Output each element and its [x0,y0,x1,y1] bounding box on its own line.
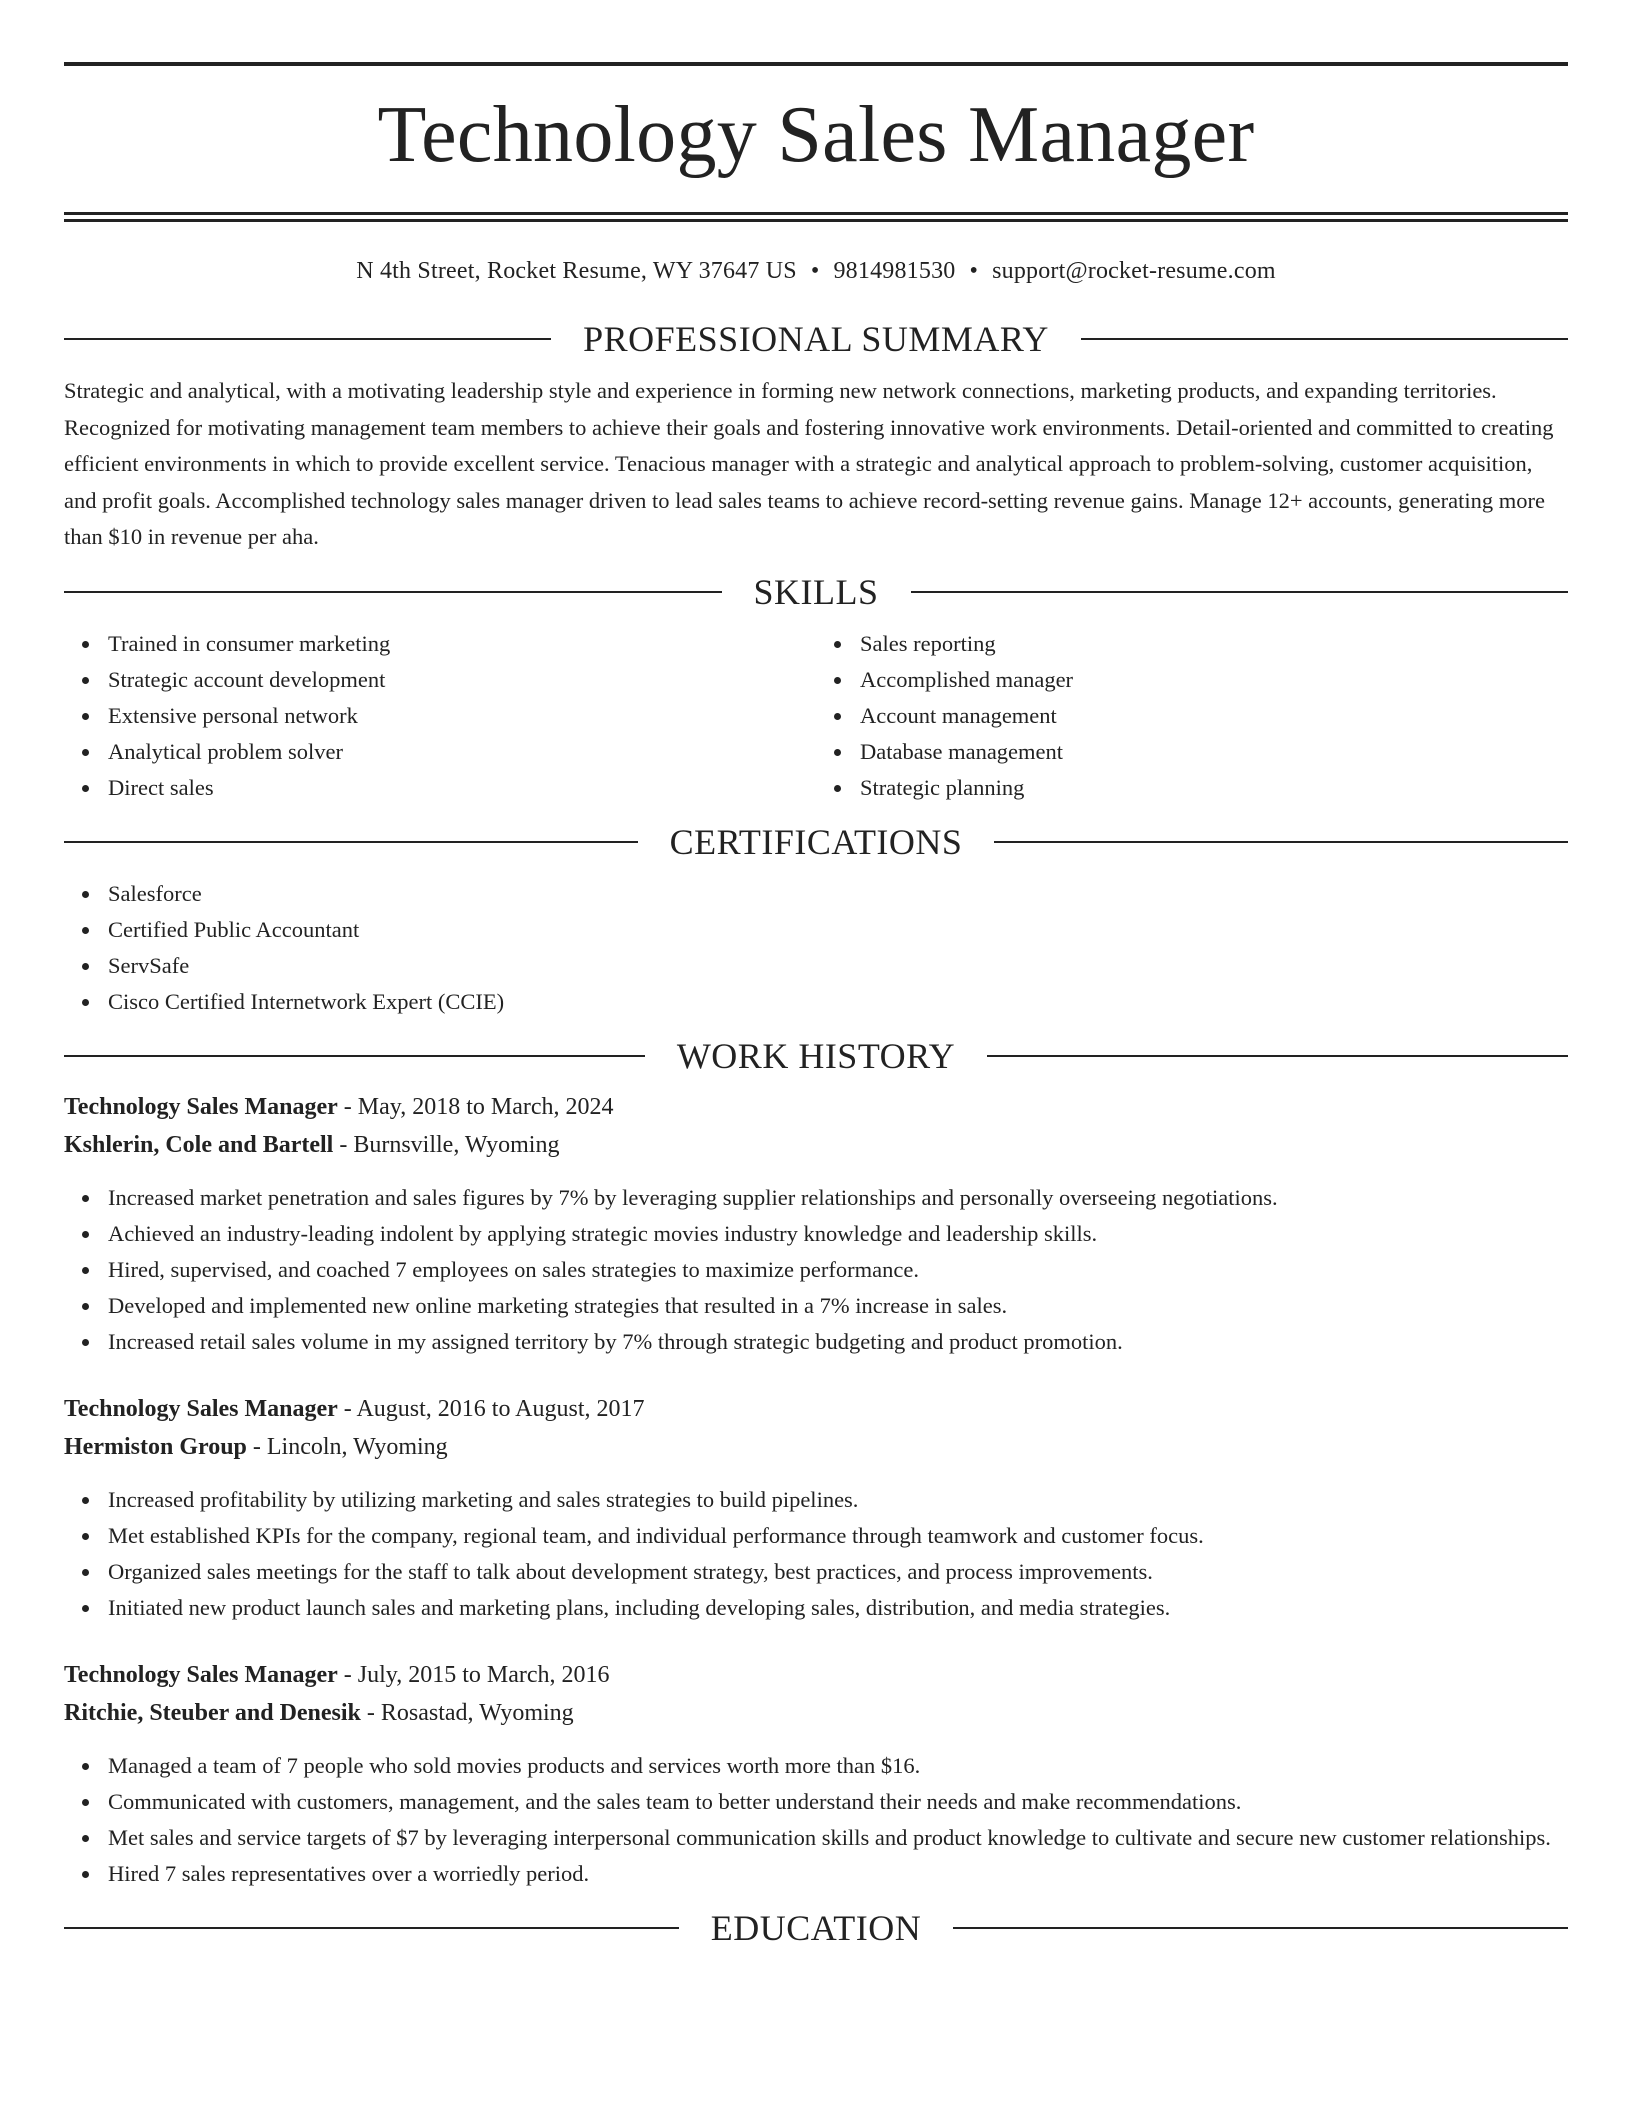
job-bullet: Increased market penetration and sales figures by 7% by leveraging supplier relationships and personally overseeing negotiations. [108,1180,1568,1216]
education-title: EDUCATION [710,1907,922,1948]
skill-item: Accomplished manager [860,662,1568,698]
summary-text: Strategic and analytical, with a motivating leadership style and experience in forming new network connections, marketing products, and expanding territories. Recognized for motivating management team members to achieve their goals and fostering innovative work environments. Detail-oriented and committed to creating efficient environments in which to provide excellent service. Tenacious manager with a strategic and analytical approach to problem-solving, customer acquisition, and profit goals. Accomplished technology sales manager driven to lead sales teams to achieve record-setting revenue gains. Manage 12+ accounts, generating more than $10 in revenue per aha. [64,378,1554,549]
job-bullet: Managed a team of 7 people who sold movies products and services worth more than $16. [108,1748,1568,1784]
contact-address: N 4th Street, Rocket Resume, WY 37647 US [356,258,797,284]
job-bullets [64,1482,1568,1626]
job-company: Kshlerin, Cole and Bartell [64,1131,334,1158]
contact-separator: • [969,258,979,284]
job-title-line [64,1088,1568,1126]
contact-email[interactable]: support@rocket-resume.com [992,258,1276,284]
job-bullet: Increased profitability by utilizing marketing and sales strategies to build pipelines. [108,1482,1568,1518]
education-heading [64,1907,1568,1948]
certification-item: Cisco Certified Internetwork Expert (CCIE) [108,984,1568,1020]
job-dates: - May, 2018 to March, 2024 [337,1093,614,1120]
certifications-title: CERTIFICATIONS [669,821,963,862]
job-role: Technology Sales Manager [64,1661,338,1688]
heading-rule [911,591,1569,593]
work-heading [64,1035,1568,1076]
skill-item: Analytical problem solver [108,734,816,770]
job-title-line [64,1656,1568,1694]
job-role: Technology Sales Manager [64,1395,338,1422]
heading-rule [64,338,551,340]
skill-item: Extensive personal network [108,698,816,734]
heading-rule [64,1055,645,1057]
job-bullet: Developed and implemented new online marketing strategies that resulted in a 7% increase in sales. [108,1288,1568,1324]
job-company-line [64,1126,1568,1164]
certification-item: Salesforce [108,876,1568,912]
job-bullet: Hired, supervised, and coached 7 employees on sales strategies to maximize performance. [108,1252,1568,1288]
summary-title: PROFESSIONAL SUMMARY [583,319,1049,359]
job-bullet: Met established KPIs for the company, regional team, and individual performance through teamwork and customer focus. [108,1518,1568,1554]
skills-heading [64,571,1568,612]
job-role: Technology Sales Manager [64,1093,338,1120]
job-bullets [64,1748,1568,1892]
job-bullet: Organized sales meetings for the staff to talk about development strategy, best practices, and process improvements. [108,1554,1568,1590]
skill-item: Strategic planning [860,770,1568,806]
job-location: - Rosastad, Wyoming [360,1699,574,1726]
heading-rule [1081,338,1568,340]
skill-item: Direct sales [108,770,816,806]
heading-rule [64,1927,679,1929]
job-company-line [64,1428,1568,1466]
resume-page [64,0,1568,1946]
contact-separator: • [810,258,820,284]
certification-item: ServSafe [108,948,1568,984]
heading-rule [64,841,638,843]
certifications-heading [64,821,1568,862]
job-entry [64,1390,1568,1626]
contact-line [64,258,1568,285]
job-bullet: Communicated with customers, management, and the sales team to better understand their needs and make recommendations. [108,1784,1568,1820]
skill-item: Sales reporting [860,626,1568,662]
job-bullet: Met sales and service targets of $7 by leveraging interpersonal communication skills and product knowledge to cultivate and secure new customer relationships. [108,1820,1568,1856]
name-double-rule [64,212,1568,222]
job-location: - Lincoln, Wyoming [246,1433,448,1460]
certifications-list [64,876,1568,1020]
job-bullet: Hired 7 sales representatives over a worriedly period. [108,1856,1568,1892]
skills-title: SKILLS [753,571,879,612]
skills-list-left [64,626,816,806]
skills-grid [64,626,1568,806]
job-entry [64,1088,1568,1360]
job-company: Ritchie, Steuber and Denesik [64,1699,361,1726]
job-company-line [64,1694,1568,1732]
skill-item: Trained in consumer marketing [108,626,816,662]
job-title-line [64,1390,1568,1428]
heading-rule [64,591,722,593]
summary-heading [64,321,1568,357]
skill-item: Account management [860,698,1568,734]
job-company: Hermiston Group [64,1433,247,1460]
job-location: - Burnsville, Wyoming [333,1131,560,1158]
work-title: WORK HISTORY [676,1035,956,1076]
heading-rule [994,841,1568,843]
skill-item: Database management [860,734,1568,770]
job-dates: - August, 2016 to August, 2017 [337,1395,645,1422]
job-entry [64,1656,1568,1892]
job-bullet: Increased retail sales volume in my assigned territory by 7% through strategic budgeting and product promotion. [108,1324,1568,1360]
skills-list-right [816,626,1568,806]
skill-item: Strategic account development [108,662,816,698]
job-bullets [64,1180,1568,1360]
heading-rule [953,1927,1568,1929]
contact-phone: 9814981530 [833,258,956,284]
heading-rule [987,1055,1568,1057]
certification-item: Certified Public Accountant [108,912,1568,948]
resume-name: Technology Sales Manager [377,91,1255,179]
job-bullet: Achieved an industry-leading indolent by applying strategic movies industry knowledge and leadership skills. [108,1216,1568,1252]
job-bullet: Initiated new product launch sales and marketing plans, including developing sales, distribution, and media strategies. [108,1590,1568,1626]
job-dates: - July, 2015 to March, 2016 [337,1661,610,1688]
